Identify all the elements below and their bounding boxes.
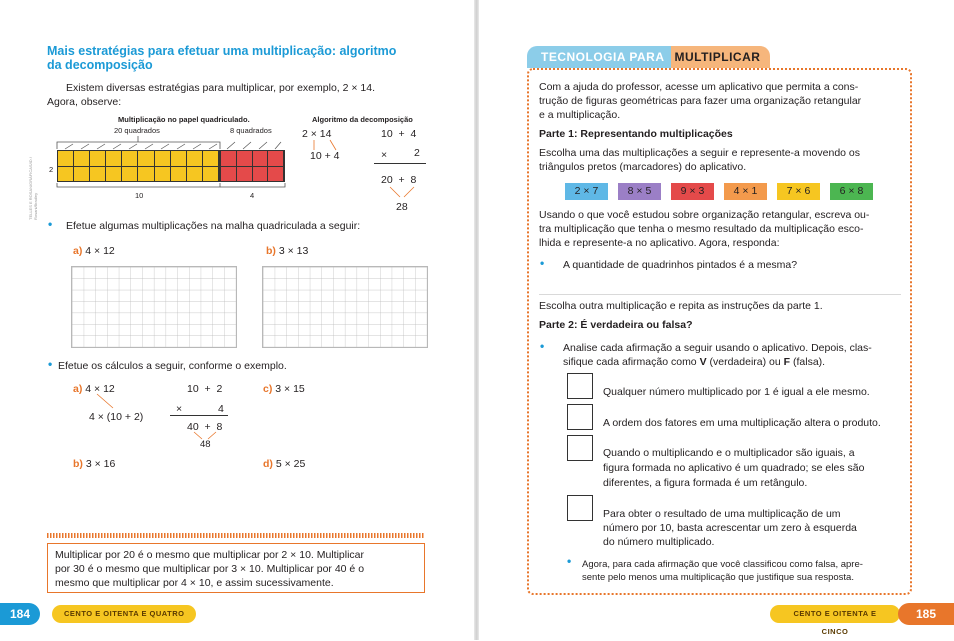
chip-4: 7 × 6	[777, 183, 820, 200]
bullet-icon: •	[48, 217, 53, 231]
ex-multiplier: 4	[218, 403, 224, 415]
p5-line2-b: (verdadeira) ou	[706, 356, 784, 368]
question-1: A quantidade de quadrinhos pintados é a mesma?	[563, 259, 798, 271]
ex-decomposition: 4 × (10 + 2)	[89, 411, 144, 423]
chip-0: 2 × 7	[565, 183, 608, 200]
p5-line2-c: (falsa).	[790, 356, 826, 368]
statement-3-line1: Quando o multiplicando e o multiplicador são iguais, a	[603, 447, 855, 459]
part2-heading: Parte 2: É verdadeira ou falsa?	[539, 319, 693, 331]
algorithm-figure-label: Algoritmo da decomposição	[312, 115, 413, 124]
p5-line2	[563, 355, 825, 369]
page-footer-right: CENTO E OITENTA E CINCO	[770, 605, 900, 623]
intro-text-line2: Agora, observe:	[47, 96, 122, 108]
chip-1: 8 × 5	[618, 183, 661, 200]
ex-total: 48	[200, 439, 211, 450]
answer-grid-b[interactable]	[262, 266, 428, 348]
top-brace-lines	[57, 136, 283, 150]
p5-line2-a: sifique cada afirmação como	[563, 356, 700, 368]
label-8-quadrados: 8 quadrados	[230, 126, 272, 135]
bullet-icon: •	[540, 256, 545, 270]
p3-line3: lhida e represente-a no aplicativo. Agora, responda:	[539, 237, 780, 249]
bullet-icon: •	[540, 339, 545, 353]
note-line1: Multiplicar por 20 é o mesmo que multiplicar por 2 × 10. Multiplicar	[55, 549, 365, 561]
p2-line1: Escolha uma das multiplicações a seguir e represente-a movendo os	[539, 147, 861, 159]
answer-box-1[interactable]	[567, 373, 593, 399]
alg-total: 28	[396, 201, 408, 213]
alg-sum-arrows	[386, 187, 426, 199]
p5-line1: Analise cada afirmação a seguir usando o aplicativo. Depois, clas-	[563, 342, 872, 354]
item-b2-expr: 3 × 16	[85, 458, 116, 470]
alg-partial-results: 20 + 8	[381, 174, 417, 186]
ex-a-label: a)	[73, 383, 83, 395]
p2-line2: triângulos pretos (marcadores) do aplicativo.	[539, 161, 747, 173]
final-line2: sente pelo menos uma multiplicação que justifique sua resposta.	[582, 572, 854, 583]
answer-box-4[interactable]	[567, 495, 593, 521]
item-a-label: a)	[73, 245, 83, 257]
statement-2: A ordem dos fatores em uma multiplicação altera o produto.	[603, 417, 881, 429]
p3-line1: Usando o que você estudou sobre organização retangular, escreva ou-	[539, 209, 870, 221]
label-2-rows: 2	[49, 165, 54, 174]
item-b2-label: b)	[73, 458, 83, 470]
p5-v: V	[699, 356, 707, 368]
alg-rule	[374, 163, 426, 164]
alg-top-row: 10 + 4	[381, 128, 417, 140]
p4-text: Escolha outra multiplicação e repita as instruções da parte 1.	[539, 300, 823, 312]
alg-times-sign: ×	[381, 149, 388, 161]
right-page	[479, 0, 954, 640]
item-d-expr: 5 × 25	[275, 458, 306, 470]
section-title-line2: da decomposição	[47, 58, 153, 72]
item-d-label: d)	[263, 458, 273, 470]
page-footer-left: CENTO E OITENTA E QUATRO	[52, 605, 196, 623]
yellow-20-squares	[57, 150, 220, 182]
final-line1: Agora, para cada afirmação que você classificou como falsa, apre-	[582, 559, 863, 570]
page-number-right: 185	[898, 603, 954, 625]
item-b-label: b)	[266, 245, 276, 257]
bullet-icon: •	[48, 357, 53, 371]
statement-3-line3: diferentes, a figura formada é um retângulo.	[603, 477, 808, 489]
ex-top-row: 10 + 2	[187, 383, 223, 395]
p1-line3: e a multiplicação.	[539, 109, 621, 121]
label-10: 10	[135, 191, 144, 200]
answer-box-3[interactable]	[567, 435, 593, 461]
answer-box-2[interactable]	[567, 404, 593, 430]
item-c-label: c)	[263, 383, 273, 395]
part1-heading: Parte 1: Representando multiplicações	[539, 128, 733, 140]
label-4: 4	[250, 191, 255, 200]
item-c-expr: 3 × 15	[275, 383, 305, 395]
red-8-squares	[220, 150, 285, 182]
intro-text-line1: Existem diversas estratégias para multiplicar, por exemplo, 2 × 14.	[66, 82, 376, 94]
grid-figure-label: Multiplicação no papel quadriculado.	[118, 115, 250, 124]
side-credit: TELLES E ROSANIGRÁFICAS/ID / Rosani/Bradley	[28, 157, 38, 220]
note-line2: por 30 é o mesmo que multiplicar por 3 × 10. Multiplicar por 40 é o	[55, 563, 365, 575]
chip-3: 4 × 1	[724, 183, 767, 200]
divider	[539, 294, 901, 295]
ex-partial-results: 40 + 8	[187, 421, 223, 433]
statement-4-line2: número por 10, basta acrescentar um zero à esquerda	[603, 522, 857, 534]
left-page	[0, 0, 475, 640]
p1-line1: Com a ajuda do professor, acesse um aplicativo que permita a cons-	[539, 81, 859, 93]
note-box	[47, 543, 425, 593]
p5-f: F	[783, 356, 791, 368]
ex-a-expr: 4 × 12	[85, 383, 115, 395]
section-title-line1: Mais estratégias para efetuar uma multiplicação: algoritmo	[47, 44, 397, 58]
bullet-icon: •	[567, 554, 572, 568]
tab-label-b: MULTIPLICAR	[671, 46, 771, 68]
note-stripe	[47, 533, 425, 538]
note-line3: mesmo que multiplicar por 4 × 10, e assim sucessivamente.	[55, 577, 334, 589]
chip-5: 6 × 8	[830, 183, 873, 200]
alg-10-plus-4: 10 + 4	[310, 150, 340, 162]
label-20-quadrados: 20 quadrados	[114, 126, 160, 135]
ex-arrow	[95, 394, 119, 410]
page-number-left: 184	[0, 603, 40, 625]
ex-times-sign: ×	[176, 403, 183, 415]
answer-grid-a[interactable]	[71, 266, 237, 348]
task1-text: Efetue algumas multiplicações na malha quadriculada a seguir:	[66, 220, 361, 232]
tab-label-a: TECNOLOGIA PARA	[527, 46, 671, 68]
statement-4-line3: do número multiplicado.	[603, 536, 715, 548]
item-a-expr: 4 × 12	[85, 245, 115, 257]
alg-multiplier: 2	[414, 147, 420, 159]
p1-line2: trução de figuras geométricas para fazer uma organização retangular	[539, 95, 862, 107]
grid-a-lines	[72, 267, 236, 347]
ex-rule	[170, 415, 228, 416]
chip-2: 9 × 3	[671, 183, 714, 200]
technology-tab	[527, 46, 770, 68]
statement-3-line2: figura formada no aplicativo é um quadrado; se eles são	[603, 462, 865, 474]
task2-text: Efetue os cálculos a seguir, conforme o exemplo.	[58, 360, 287, 372]
bottom-brace-lines	[57, 183, 285, 191]
grid-b-lines	[263, 267, 427, 347]
alg-2x14: 2 × 14	[302, 128, 332, 140]
p3-line2: tra multiplicação que tenha o mesmo resultado da multiplicação esco-	[539, 223, 864, 235]
statement-1: Qualquer número multiplicado por 1 é igual a ele mesmo.	[603, 386, 870, 398]
statement-4-line1: Para obter o resultado de uma multiplicação de um	[603, 508, 841, 520]
item-b-expr: 3 × 13	[278, 245, 309, 257]
